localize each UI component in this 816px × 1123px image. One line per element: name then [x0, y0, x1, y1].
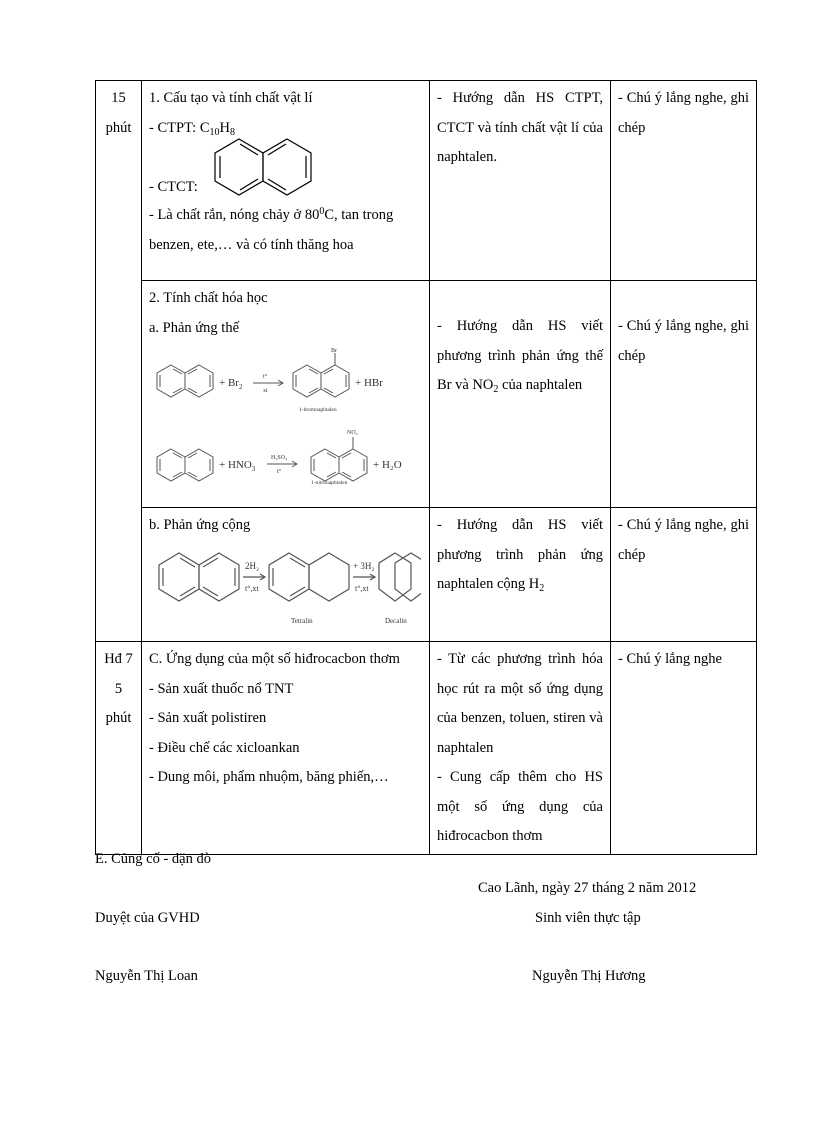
table-row: [96, 281, 757, 508]
approver-title: Duyệt của GVHD: [95, 910, 200, 926]
time-value: 15: [111, 90, 126, 106]
physical-properties: - Là chất rắn, nóng chảy ở $80^0C$, tan trong: [149, 206, 394, 223]
naphthalene-structure: [207, 137, 327, 199]
subsection-heading: a. Phản ứng thế: [149, 319, 240, 336]
physical-properties-cont: benzen, ete,… và có tính thăng hoa: [149, 236, 354, 253]
time-unit: phút: [105, 710, 132, 726]
content-cell: [142, 81, 430, 281]
substitution-reactions-diagram: [149, 347, 421, 485]
structure-label: - CTCT:: [149, 179, 198, 195]
student-name: Nguyễn Thị Hương: [532, 968, 646, 984]
eq2-condition-bottom: t°: [277, 469, 282, 475]
activity-label: Hđ 7: [104, 651, 133, 667]
eq1-byproduct: + HBr: [355, 377, 383, 389]
time-cell: [96, 642, 142, 855]
content-cell: [142, 508, 430, 642]
subsection-heading: b. Phản ứng cộng: [149, 517, 251, 533]
list-item: - Điều chế các xicloankan: [149, 739, 300, 756]
eq2-condition-top: H₂SO₄: [271, 455, 288, 461]
eq2-byproduct: + H₂O: [373, 459, 402, 471]
student-title: Sinh viên thực tập: [535, 910, 641, 926]
time-value: 5: [114, 680, 123, 697]
time-cell: [96, 81, 142, 642]
list-item: - Dung môi, phẩm nhuộm, băng phiến,…: [149, 769, 389, 785]
content-cell: [142, 642, 430, 855]
tetralin-label: Tetralin: [291, 616, 313, 625]
step1-condition-top: 2H₂: [245, 560, 260, 571]
section-heading: 1. Cấu tạo và tính chất vật lí: [149, 90, 313, 106]
date-line: Cao Lãnh, ngày 27 tháng 2 năm 2012: [478, 880, 697, 896]
student-cell: - Chú ý lắng nghe, ghi chép: [611, 281, 757, 508]
eq1-reagent: + $Br_2$: [219, 377, 243, 391]
step2-condition-bottom: t°,xt: [355, 583, 369, 593]
eq1-condition-bottom: xt: [263, 388, 268, 394]
table-row: [96, 508, 757, 642]
teacher-note: - Cung cấp thêm cho HS một số ứng dụng của hiđrocacbon thơm: [437, 769, 603, 844]
molecular-formula: - CTPT: $C_{10}H_8$: [149, 119, 235, 138]
teacher-cell: [430, 642, 611, 855]
decalin-label: Decalin: [385, 616, 407, 625]
step1-condition-bottom: t°,xt: [245, 583, 259, 593]
student-cell: - Chú ý lắng nghe, ghi chép: [611, 508, 757, 642]
addition-reaction-diagram: [149, 541, 421, 635]
section-heading: C. Ứng dụng của một số hiđrocacbon thơm: [149, 651, 400, 667]
teacher-cell: - Hướng dẫn HS CTPT, CTCT và tính chất vật lí của naphtalen.: [430, 81, 611, 281]
structure-area: [149, 143, 422, 201]
eq1-br-label: Br: [331, 348, 337, 354]
step2-condition-top: + 3H₂: [353, 560, 375, 571]
table-row: [96, 642, 757, 855]
table-row: [96, 81, 757, 281]
list-item: - Sản xuất thuốc nổ TNT: [149, 680, 294, 697]
eq2-no2-label: NO₂: [347, 430, 358, 436]
teacher-note: - Từ các phương trình hóa học rút ra một số ứng dụng của benzen, toluen, stiren và naphtalen: [437, 651, 603, 756]
teacher-cell: - Hướng dẫn HS viết phương trình phản ứng naphtalen cộng $H_2$: [430, 508, 611, 642]
content-cell: [142, 281, 430, 508]
eq1-condition-top: t°: [263, 374, 268, 380]
list-item: - Sản xuất polistiren: [149, 710, 267, 726]
student-cell: - Chú ý lắng nghe: [611, 642, 757, 855]
eq1-product-name: 1-bromnaphtalen: [299, 407, 337, 413]
consolidation-heading: E. Củng cố - dặn dò: [95, 851, 211, 867]
section-heading: 2. Tính chất hóa học: [149, 290, 268, 306]
lesson-plan-table: [95, 80, 757, 855]
student-cell: - Chú ý lắng nghe, ghi chép: [611, 81, 757, 281]
eq2-reagent: + $HNO_3$: [219, 459, 256, 473]
approver-name: Nguyễn Thị Loan: [95, 968, 198, 984]
teacher-cell: - Hướng dẫn HS viết phương trình phản ứng thế Br và $NO_2$ của naphtalen: [430, 281, 611, 508]
eq2-product-name: 1-nitronaphtalen: [311, 480, 348, 485]
time-unit: phút: [105, 119, 132, 136]
